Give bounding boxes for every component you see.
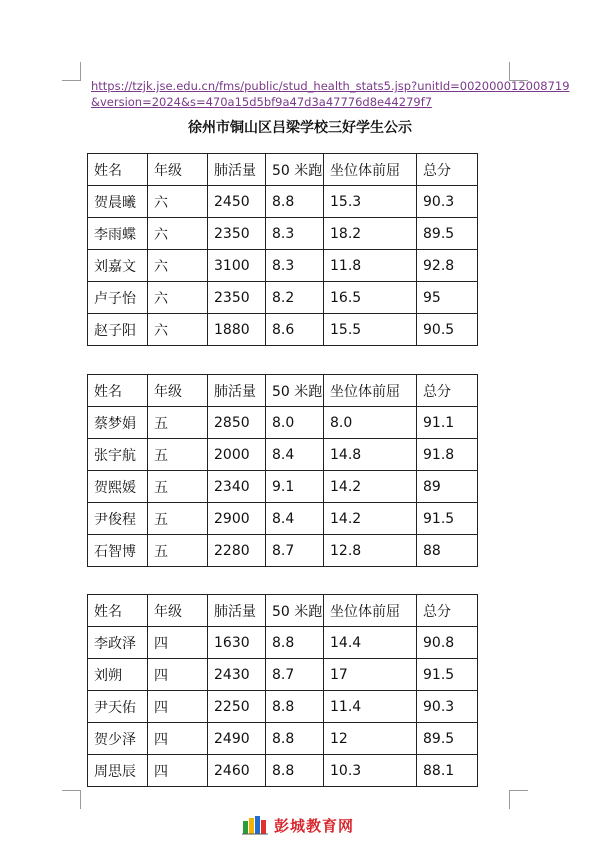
cell-total-score: 88.1 — [417, 755, 478, 787]
header-name: 姓名 — [88, 375, 148, 407]
table-row — [88, 471, 478, 503]
table-row — [88, 659, 478, 691]
cell-name: 周思辰 — [88, 755, 148, 787]
cell-lung-capacity: 1880 — [208, 314, 266, 346]
cell-run-50m: 8.6 — [266, 314, 324, 346]
cell-total-score: 90.3 — [417, 186, 478, 218]
cell-name: 李政泽 — [88, 627, 148, 659]
cell-sit-and-reach: 17 — [324, 659, 417, 691]
source-url-line-2[interactable]: &version=2024&s=470a15d5bf9a47d3a47776d8e44279f7 — [91, 95, 433, 109]
cell-grade: 六 — [148, 218, 208, 250]
cell-grade: 五 — [148, 439, 208, 471]
cell-grade: 六 — [148, 186, 208, 218]
header-grade: 年级 — [148, 375, 208, 407]
table-row — [88, 314, 478, 346]
cell-total-score: 91.5 — [417, 503, 478, 535]
header-sit-and-reach: 坐位体前屈 — [324, 595, 417, 627]
table-row — [88, 755, 478, 787]
table-row — [88, 535, 478, 567]
cell-lung-capacity: 1630 — [208, 627, 266, 659]
cell-total-score: 91.8 — [417, 439, 478, 471]
cell-run-50m: 8.4 — [266, 439, 324, 471]
cell-lung-capacity: 2250 — [208, 691, 266, 723]
table-header-row — [88, 154, 478, 186]
cell-grade: 四 — [148, 659, 208, 691]
books-icon — [242, 815, 268, 835]
cell-name: 李雨蝶 — [88, 218, 148, 250]
cell-run-50m: 8.8 — [266, 186, 324, 218]
cell-run-50m: 8.8 — [266, 755, 324, 787]
cell-run-50m: 8.8 — [266, 691, 324, 723]
table-row — [88, 282, 478, 314]
cell-grade: 四 — [148, 755, 208, 787]
table-header-row — [88, 595, 478, 627]
header-run-50m: 50 米跑 — [266, 595, 324, 627]
header-lung-capacity: 肺活量 — [208, 154, 266, 186]
cell-grade: 六 — [148, 250, 208, 282]
header-sit-and-reach: 坐位体前屈 — [324, 154, 417, 186]
cell-total-score: 90.8 — [417, 627, 478, 659]
header-name: 姓名 — [88, 154, 148, 186]
table-row — [88, 186, 478, 218]
cell-grade: 五 — [148, 407, 208, 439]
table-row — [88, 691, 478, 723]
cell-name: 石智博 — [88, 535, 148, 567]
cell-sit-and-reach: 15.3 — [324, 186, 417, 218]
cell-grade: 五 — [148, 535, 208, 567]
cell-run-50m: 9.1 — [266, 471, 324, 503]
cell-sit-and-reach: 10.3 — [324, 755, 417, 787]
cell-run-50m: 8.7 — [266, 535, 324, 567]
cell-lung-capacity: 2900 — [208, 503, 266, 535]
table-header-row — [88, 375, 478, 407]
cell-lung-capacity: 2280 — [208, 535, 266, 567]
header-total-score: 总分 — [417, 375, 478, 407]
header-run-50m: 50 米跑 — [266, 154, 324, 186]
crop-mark-top-left — [62, 62, 81, 81]
header-total-score: 总分 — [417, 595, 478, 627]
watermark-logo — [242, 814, 354, 836]
document-title: 徐州市铜山区吕梁学校三好学生公示 — [188, 120, 412, 136]
cell-run-50m: 8.8 — [266, 627, 324, 659]
cell-lung-capacity: 2000 — [208, 439, 266, 471]
grade-4-table — [87, 594, 478, 787]
cell-run-50m: 8.0 — [266, 407, 324, 439]
cell-sit-and-reach: 8.0 — [324, 407, 417, 439]
cell-total-score: 90.5 — [417, 314, 478, 346]
header-name: 姓名 — [88, 595, 148, 627]
cell-lung-capacity: 3100 — [208, 250, 266, 282]
cell-grade: 六 — [148, 314, 208, 346]
header-lung-capacity: 肺活量 — [208, 595, 266, 627]
cell-name: 尹俊程 — [88, 503, 148, 535]
header-total-score: 总分 — [417, 154, 478, 186]
cell-sit-and-reach: 14.2 — [324, 471, 417, 503]
header-run-50m: 50 米跑 — [266, 375, 324, 407]
cell-sit-and-reach: 11.8 — [324, 250, 417, 282]
source-url-line-1[interactable]: https://tzjk.jse.edu.cn/fms/public/stud_health_stats5.jsp?unitId=002000012008719 — [91, 79, 570, 93]
cell-name: 尹天佑 — [88, 691, 148, 723]
cell-name: 贺少泽 — [88, 723, 148, 755]
cell-name: 赵子阳 — [88, 314, 148, 346]
cell-sit-and-reach: 12 — [324, 723, 417, 755]
cell-run-50m: 8.8 — [266, 723, 324, 755]
cell-name: 贺晨曦 — [88, 186, 148, 218]
crop-mark-bottom-left — [62, 790, 81, 809]
cell-sit-and-reach: 15.5 — [324, 314, 417, 346]
table-row — [88, 439, 478, 471]
cell-total-score: 89 — [417, 471, 478, 503]
cell-total-score: 91.5 — [417, 659, 478, 691]
cell-grade: 四 — [148, 627, 208, 659]
cell-total-score: 95 — [417, 282, 478, 314]
table-row — [88, 218, 478, 250]
cell-sit-and-reach: 14.4 — [324, 627, 417, 659]
cell-sit-and-reach: 11.4 — [324, 691, 417, 723]
grade-6-table — [87, 153, 478, 346]
table-row — [88, 723, 478, 755]
table-row — [88, 503, 478, 535]
cell-sit-and-reach: 18.2 — [324, 218, 417, 250]
cell-grade: 四 — [148, 691, 208, 723]
crop-mark-bottom-right — [509, 790, 528, 809]
cell-name: 刘朔 — [88, 659, 148, 691]
header-sit-and-reach: 坐位体前屈 — [324, 375, 417, 407]
cell-run-50m: 8.3 — [266, 218, 324, 250]
cell-lung-capacity: 2430 — [208, 659, 266, 691]
grade-5-table — [87, 374, 478, 567]
cell-name: 张宇航 — [88, 439, 148, 471]
cell-total-score: 92.8 — [417, 250, 478, 282]
cell-lung-capacity: 2450 — [208, 186, 266, 218]
cell-lung-capacity: 2850 — [208, 407, 266, 439]
cell-run-50m: 8.3 — [266, 250, 324, 282]
cell-total-score: 89.5 — [417, 723, 478, 755]
cell-name: 卢子怡 — [88, 282, 148, 314]
cell-name: 蔡梦娟 — [88, 407, 148, 439]
table-row — [88, 627, 478, 659]
cell-total-score: 90.3 — [417, 691, 478, 723]
cell-sit-and-reach: 12.8 — [324, 535, 417, 567]
cell-lung-capacity: 2490 — [208, 723, 266, 755]
cell-total-score: 91.1 — [417, 407, 478, 439]
cell-grade: 五 — [148, 503, 208, 535]
table-row — [88, 250, 478, 282]
cell-lung-capacity: 2460 — [208, 755, 266, 787]
cell-grade: 四 — [148, 723, 208, 755]
cell-sit-and-reach: 14.8 — [324, 439, 417, 471]
cell-total-score: 88 — [417, 535, 478, 567]
cell-grade: 六 — [148, 282, 208, 314]
cell-lung-capacity: 2350 — [208, 282, 266, 314]
cell-total-score: 89.5 — [417, 218, 478, 250]
source-url-link[interactable] — [91, 78, 570, 110]
table-row — [88, 407, 478, 439]
header-grade: 年级 — [148, 154, 208, 186]
cell-sit-and-reach: 16.5 — [324, 282, 417, 314]
header-lung-capacity: 肺活量 — [208, 375, 266, 407]
cell-lung-capacity: 2340 — [208, 471, 266, 503]
watermark-brand-text: 彭城教育网 — [274, 816, 355, 835]
header-grade: 年级 — [148, 595, 208, 627]
cell-sit-and-reach: 14.2 — [324, 503, 417, 535]
cell-name: 刘嘉文 — [88, 250, 148, 282]
cell-lung-capacity: 2350 — [208, 218, 266, 250]
cell-run-50m: 8.7 — [266, 659, 324, 691]
cell-run-50m: 8.4 — [266, 503, 324, 535]
cell-run-50m: 8.2 — [266, 282, 324, 314]
cell-grade: 五 — [148, 471, 208, 503]
cell-name: 贺熙媛 — [88, 471, 148, 503]
